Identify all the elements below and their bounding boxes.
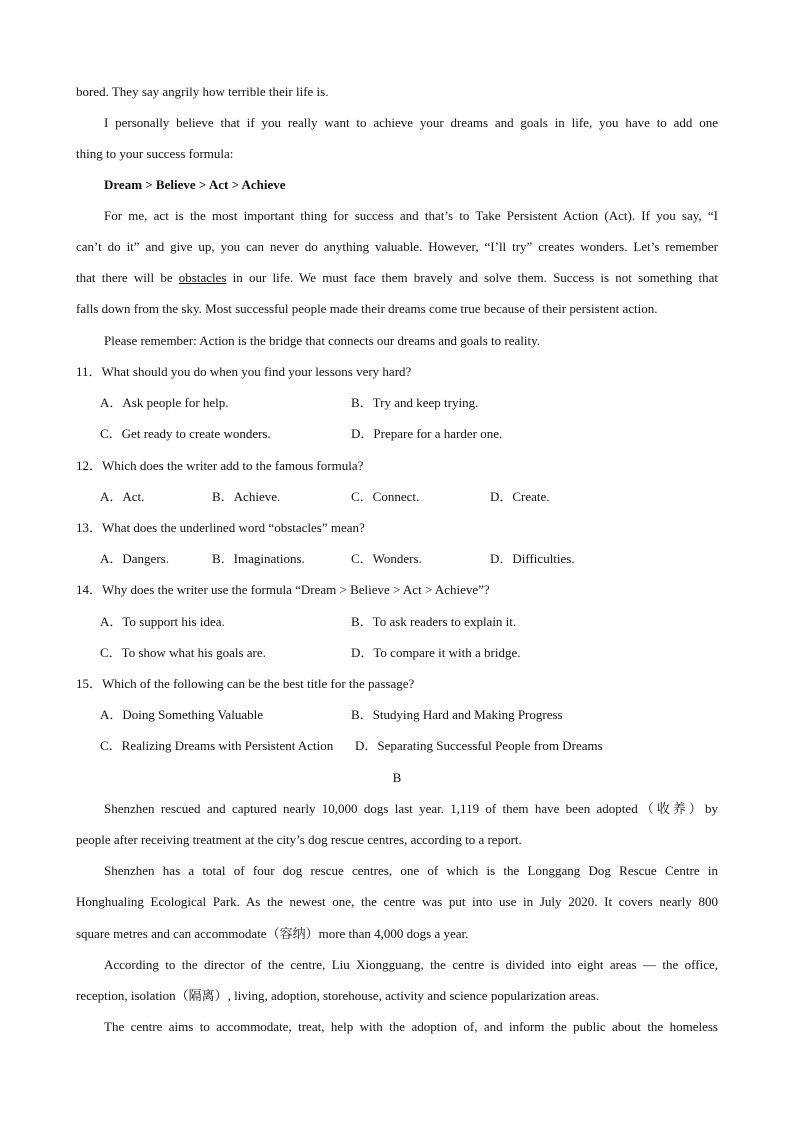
option-b: B．To ask readers to explain it. xyxy=(351,614,517,629)
option-b: B．Imaginations. xyxy=(212,551,305,566)
paragraph-line: Please remember: Action is the bridge that connects our dreams and goals to reality. xyxy=(104,333,540,348)
section-heading: B xyxy=(392,770,402,785)
paragraph-line: For me, act is the most important thing for success and that’s to Take Persistent Action (Act). If you say, “I xyxy=(104,208,718,223)
paragraph-line: Shenzhen has a total of four dog rescue centres, one of which is the Longgang Dog Rescue Centre in xyxy=(104,863,718,878)
option-c: C．Connect. xyxy=(351,489,420,504)
question-stem: 14．Why does the writer use the formula “Dream > Believe > Act > Achieve”? xyxy=(76,582,490,597)
option-c: C．Get ready to create wonders. xyxy=(100,426,271,441)
paragraph-line: thing to your success formula: xyxy=(76,146,234,161)
success-formula: Dream > Believe > Act > Achieve xyxy=(104,177,286,192)
option-d: D．Create. xyxy=(490,489,550,504)
paragraph-line: falls down from the sky. Most successful people made their dreams come true because of their persistent action. xyxy=(76,301,658,316)
option-a: A．Ask people for help. xyxy=(100,395,229,410)
option-d: D．Prepare for a harder one. xyxy=(351,426,503,441)
option-a: A．Dangers. xyxy=(100,551,169,566)
option-a: A．Act. xyxy=(100,489,145,504)
paragraph-line: can’t do it” and give up, you can never do anything valuable. However, “I’ll try” creates wonders. Let’s remember xyxy=(76,239,718,254)
question-stem: 15．Which of the following can be the best title for the passage? xyxy=(76,676,415,691)
option-d: D．To compare it with a bridge. xyxy=(351,645,521,660)
paragraph-line: square metres and can accommodate（容纳）more than 4,000 dogs a year. xyxy=(76,926,469,941)
option-a: A．To support his idea. xyxy=(100,614,225,629)
paragraph-line: bored. They say angrily how terrible their life is. xyxy=(76,84,329,99)
paragraph-line: I personally believe that if you really want to achieve your dreams and goals in life, you have to add one xyxy=(104,115,718,130)
option-a: A．Doing Something Valuable xyxy=(100,707,263,722)
paragraph-line: The centre aims to accommodate, treat, help with the adoption of, and inform the public about the homeless xyxy=(104,1019,718,1034)
option-b: B．Studying Hard and Making Progress xyxy=(351,707,563,722)
paragraph-line: According to the director of the centre, Liu Xiongguang, the centre is divided into eight areas — the office, xyxy=(104,957,718,972)
paragraph-line: Shenzhen rescued and captured nearly 10,000 dogs last year. 1,119 of them have been adopted（收养）by xyxy=(104,801,718,816)
option-d: D．Difficulties. xyxy=(490,551,575,566)
paragraph-line: Honghualing Ecological Park. As the newest one, the centre was put into use in July 2020. It covers nearly 800 xyxy=(76,894,718,909)
question-stem: 13．What does the underlined word “obstacles” mean? xyxy=(76,520,365,535)
paragraph-line xyxy=(76,270,718,286)
option-c: C．Realizing Dreams with Persistent Action xyxy=(100,738,334,753)
option-b: B．Try and keep trying. xyxy=(351,395,479,410)
paragraph-line: reception, isolation（隔离）, living, adoption, storehouse, activity and science popularization areas. xyxy=(76,988,600,1003)
question-stem: 12．Which does the writer add to the famous formula? xyxy=(76,458,364,473)
text-segment: that there will be xyxy=(76,270,179,285)
option-d: D．Separating Successful People from Dreams xyxy=(355,738,603,753)
text-segment: in our life. We must face them bravely and solve them. Success is not something that xyxy=(226,270,718,285)
paragraph-line: people after receiving treatment at the city’s dog rescue centres, according to a report. xyxy=(76,832,522,847)
option-c: C．To show what his goals are. xyxy=(100,645,266,660)
question-stem: 11．What should you do when you find your lessons very hard? xyxy=(76,364,412,379)
option-c: C．Wonders. xyxy=(351,551,422,566)
underlined-word-obstacles: obstacles xyxy=(178,270,227,285)
option-b: B．Achieve. xyxy=(212,489,281,504)
